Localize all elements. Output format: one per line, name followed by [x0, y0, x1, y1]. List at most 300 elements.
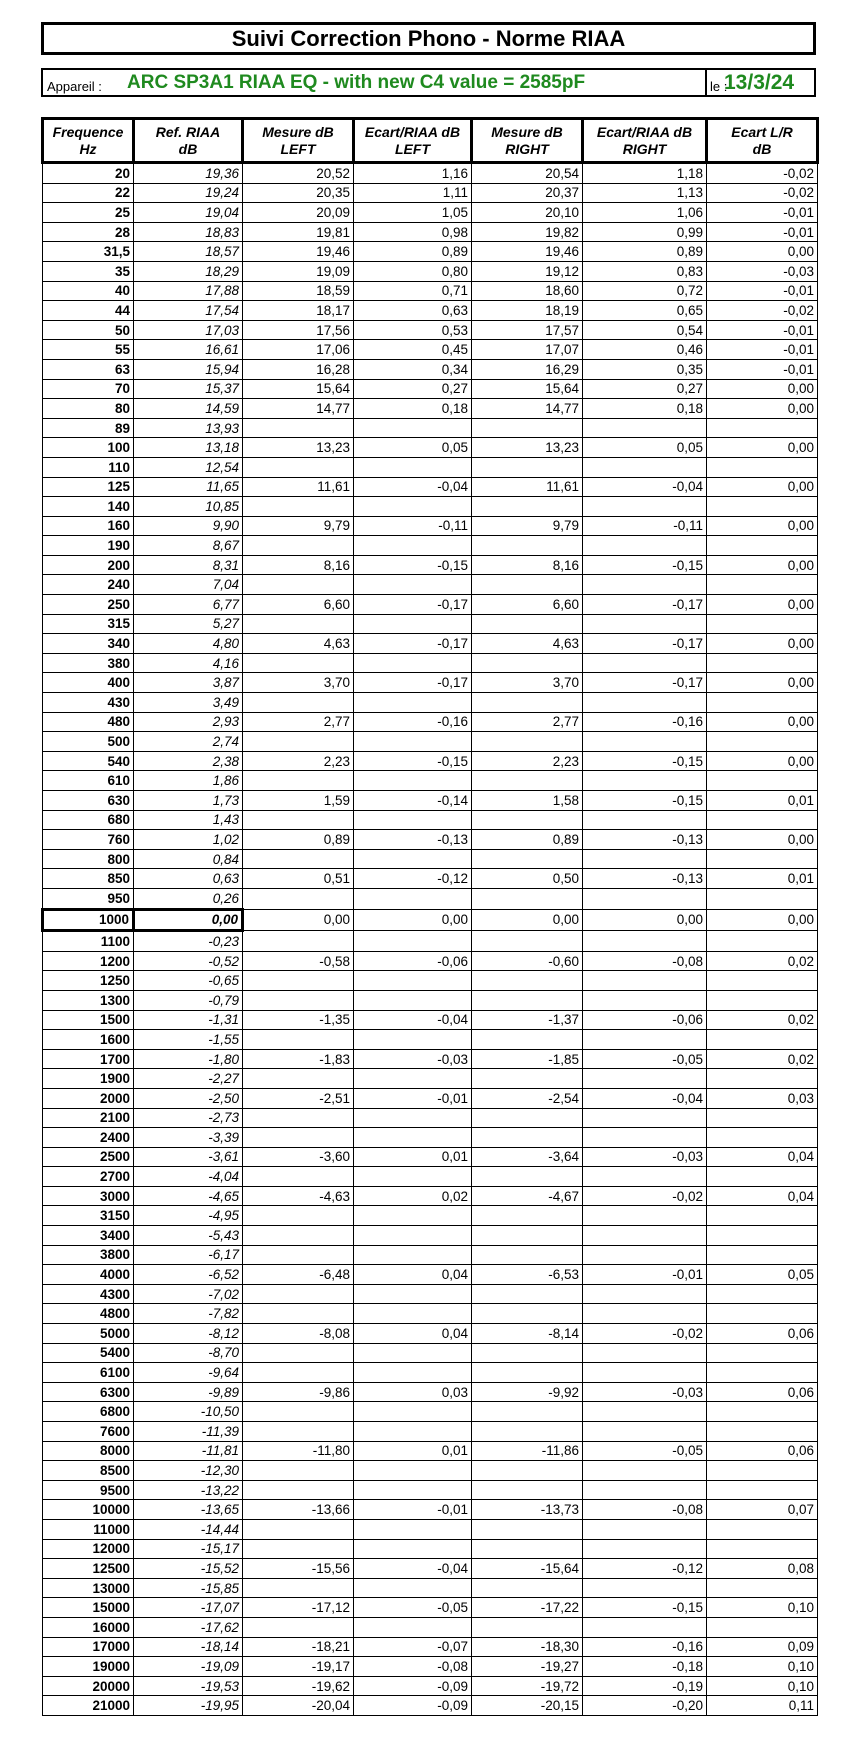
table-row: [43, 418, 818, 438]
cell-deviation-left: [354, 1226, 472, 1246]
cell-deviation-left: -0,09: [354, 1696, 472, 1716]
cell-frequency: 70: [43, 379, 134, 399]
cell-lr-deviation: [707, 1108, 818, 1128]
cell-ref-riaa: 11,65: [134, 477, 243, 497]
cell-deviation-right: [583, 1519, 707, 1539]
cell-measure-left: -4,63: [243, 1186, 354, 1206]
cell-deviation-left: [354, 1519, 472, 1539]
cell-frequency: 1500: [43, 1010, 134, 1030]
cell-ref-riaa: 6,77: [134, 595, 243, 615]
cell-measure-left: 9,79: [243, 516, 354, 536]
cell-lr-deviation: 0,00: [707, 399, 818, 419]
table-row: [43, 712, 818, 732]
cell-ref-riaa: 18,83: [134, 222, 243, 242]
cell-measure-left: 17,06: [243, 340, 354, 360]
cell-lr-deviation: 0,02: [707, 951, 818, 971]
cell-deviation-right: -0,15: [583, 555, 707, 575]
cell-measure-left: -17,12: [243, 1598, 354, 1618]
cell-lr-deviation: 0,00: [707, 830, 818, 850]
table-row: [43, 931, 818, 952]
cell-ref-riaa: 16,61: [134, 340, 243, 360]
cell-measure-right: [472, 497, 583, 517]
cell-measure-left: -0,58: [243, 951, 354, 971]
cell-measure-right: [472, 575, 583, 595]
table-row: [43, 1480, 818, 1500]
cell-measure-left: [243, 1069, 354, 1089]
cell-ref-riaa: -0,65: [134, 971, 243, 991]
cell-deviation-right: [583, 1167, 707, 1187]
cell-measure-right: -9,92: [472, 1382, 583, 1402]
cell-deviation-left: [354, 1578, 472, 1598]
table-row: [43, 1519, 818, 1539]
cell-ref-riaa: -15,85: [134, 1578, 243, 1598]
cell-deviation-left: 1,05: [354, 203, 472, 223]
cell-measure-right: 13,23: [472, 438, 583, 458]
table-row: [43, 340, 818, 360]
cell-deviation-left: [354, 810, 472, 830]
cell-measure-right: [472, 990, 583, 1010]
cell-ref-riaa: -8,70: [134, 1343, 243, 1363]
cell-measure-right: [472, 1343, 583, 1363]
cell-measure-left: [243, 1461, 354, 1481]
cell-measure-left: [243, 1167, 354, 1187]
cell-frequency: 1250: [43, 971, 134, 991]
cell-ref-riaa: 4,80: [134, 634, 243, 654]
cell-frequency: 540: [43, 751, 134, 771]
cell-frequency: 1600: [43, 1030, 134, 1050]
cell-deviation-left: -0,15: [354, 751, 472, 771]
cell-lr-deviation: 0,00: [707, 516, 818, 536]
table-row: [43, 990, 818, 1010]
cell-measure-left: [243, 1030, 354, 1050]
cell-measure-left: -1,35: [243, 1010, 354, 1030]
cell-frequency: 340: [43, 634, 134, 654]
cell-ref-riaa: -9,89: [134, 1382, 243, 1402]
cell-lr-deviation: [707, 1578, 818, 1598]
cell-frequency: 20: [43, 163, 134, 184]
cell-deviation-right: -0,06: [583, 1010, 707, 1030]
cell-ref-riaa: -11,39: [134, 1422, 243, 1442]
cell-measure-right: [472, 1069, 583, 1089]
cell-ref-riaa: -8,12: [134, 1324, 243, 1344]
cell-frequency: 480: [43, 712, 134, 732]
cell-deviation-right: -0,17: [583, 634, 707, 654]
cell-measure-left: [243, 810, 354, 830]
table-row: [43, 1382, 818, 1402]
cell-deviation-left: -0,16: [354, 712, 472, 732]
cell-frequency: 10000: [43, 1500, 134, 1520]
cell-lr-deviation: [707, 931, 818, 952]
table-row: [43, 1088, 818, 1108]
cell-measure-right: 19,82: [472, 222, 583, 242]
cell-measure-left: [243, 1422, 354, 1442]
cell-measure-right: 17,07: [472, 340, 583, 360]
cell-frequency: 55: [43, 340, 134, 360]
table-row: [43, 1637, 818, 1657]
cell-measure-right: 19,46: [472, 242, 583, 262]
cell-lr-deviation: [707, 1128, 818, 1148]
cell-frequency: 3800: [43, 1245, 134, 1265]
cell-ref-riaa: -4,95: [134, 1206, 243, 1226]
cell-measure-left: -3,60: [243, 1147, 354, 1167]
cell-frequency: 8500: [43, 1461, 134, 1481]
cell-ref-riaa: 17,03: [134, 320, 243, 340]
header-measure-left: Mesure dB LEFT: [243, 119, 354, 163]
table-row: [43, 399, 818, 419]
cell-measure-left: [243, 693, 354, 713]
cell-deviation-right: 0,46: [583, 340, 707, 360]
cell-frequency: 13000: [43, 1578, 134, 1598]
cell-deviation-left: -0,11: [354, 516, 472, 536]
table-row: [43, 1030, 818, 1050]
table-row: [43, 1402, 818, 1422]
cell-deviation-right: -0,18: [583, 1657, 707, 1677]
cell-deviation-left: [354, 1422, 472, 1442]
cell-frequency: 1700: [43, 1049, 134, 1069]
cell-ref-riaa: -7,02: [134, 1284, 243, 1304]
cell-lr-deviation: 0,06: [707, 1441, 818, 1461]
table-row: [43, 1206, 818, 1226]
cell-ref-riaa: 10,85: [134, 497, 243, 517]
cell-measure-left: -6,48: [243, 1265, 354, 1285]
cell-deviation-left: -0,14: [354, 791, 472, 811]
table-row: [43, 1363, 818, 1383]
cell-ref-riaa: 5,27: [134, 614, 243, 634]
cell-measure-left: [243, 1108, 354, 1128]
cell-deviation-right: [583, 1245, 707, 1265]
cell-frequency: 21000: [43, 1696, 134, 1716]
cell-lr-deviation: [707, 1245, 818, 1265]
cell-ref-riaa: -17,07: [134, 1598, 243, 1618]
table-row: [43, 971, 818, 991]
cell-measure-right: 6,60: [472, 595, 583, 615]
cell-measure-left: [243, 931, 354, 952]
cell-frequency: 100: [43, 438, 134, 458]
cell-deviation-right: 0,05: [583, 438, 707, 458]
cell-measure-right: [472, 1422, 583, 1442]
cell-frequency: 1900: [43, 1069, 134, 1089]
header-frequency: Frequence Hz: [43, 119, 134, 163]
cell-measure-left: [243, 1128, 354, 1148]
cell-deviation-left: [354, 1304, 472, 1324]
cell-ref-riaa: 9,90: [134, 516, 243, 536]
cell-deviation-right: [583, 849, 707, 869]
cell-ref-riaa: -5,43: [134, 1226, 243, 1246]
cell-lr-deviation: [707, 575, 818, 595]
cell-deviation-right: [583, 1422, 707, 1442]
cell-measure-right: [472, 418, 583, 438]
cell-measure-right: -0,60: [472, 951, 583, 971]
cell-measure-right: [472, 1402, 583, 1422]
cell-deviation-right: -0,13: [583, 830, 707, 850]
cell-frequency: 1100: [43, 931, 134, 952]
cell-deviation-right: [583, 1402, 707, 1422]
cell-measure-right: [472, 1578, 583, 1598]
cell-measure-right: [472, 1304, 583, 1324]
cell-ref-riaa: -9,64: [134, 1363, 243, 1383]
table-row: [43, 614, 818, 634]
cell-frequency: 89: [43, 418, 134, 438]
cell-measure-left: 20,09: [243, 203, 354, 223]
table-row: [43, 1598, 818, 1618]
cell-deviation-right: [583, 693, 707, 713]
cell-measure-left: 17,56: [243, 320, 354, 340]
cell-deviation-right: -0,04: [583, 1088, 707, 1108]
cell-deviation-right: -0,01: [583, 1265, 707, 1285]
cell-deviation-left: -0,01: [354, 1500, 472, 1520]
table-row: [43, 1696, 818, 1716]
cell-frequency: 5400: [43, 1343, 134, 1363]
table-row: [43, 1617, 818, 1637]
date-value: 13/3/24: [724, 71, 795, 94]
cell-ref-riaa: 15,94: [134, 359, 243, 379]
header-deviation-right: Ecart/RIAA dB RIGHT: [583, 119, 707, 163]
cell-deviation-left: 1,16: [354, 163, 472, 184]
cell-measure-left: -15,56: [243, 1559, 354, 1579]
cell-measure-left: [243, 1363, 354, 1383]
table-row: [43, 1676, 818, 1696]
cell-lr-deviation: 0,10: [707, 1598, 818, 1618]
cell-ref-riaa: -19,95: [134, 1696, 243, 1716]
cell-frequency: 31,5: [43, 242, 134, 262]
cell-lr-deviation: [707, 1480, 818, 1500]
cell-deviation-left: [354, 1617, 472, 1637]
cell-deviation-right: -0,19: [583, 1676, 707, 1696]
cell-measure-right: 4,63: [472, 634, 583, 654]
cell-ref-riaa: -0,23: [134, 931, 243, 952]
cell-lr-deviation: 0,00: [707, 595, 818, 615]
cell-lr-deviation: -0,02: [707, 183, 818, 203]
cell-ref-riaa: -15,17: [134, 1539, 243, 1559]
cell-lr-deviation: [707, 457, 818, 477]
cell-deviation-right: 1,18: [583, 163, 707, 184]
sheet-title: Suivi Correction Phono - Norme RIAA: [41, 22, 816, 55]
cell-measure-right: 1,58: [472, 791, 583, 811]
cell-lr-deviation: -0,01: [707, 281, 818, 301]
cell-deviation-right: 0,65: [583, 301, 707, 321]
header-deviation-left: Ecart/RIAA dB LEFT: [354, 119, 472, 163]
cell-measure-right: 18,60: [472, 281, 583, 301]
cell-ref-riaa: -18,14: [134, 1637, 243, 1657]
cell-deviation-right: [583, 1284, 707, 1304]
cell-measure-left: -19,17: [243, 1657, 354, 1677]
table-row: [43, 634, 818, 654]
cell-measure-left: [243, 1226, 354, 1246]
cell-lr-deviation: 0,03: [707, 1088, 818, 1108]
cell-lr-deviation: 0,04: [707, 1186, 818, 1206]
cell-frequency: 4800: [43, 1304, 134, 1324]
table-row: [43, 1069, 818, 1089]
cell-frequency: 680: [43, 810, 134, 830]
cell-ref-riaa: -19,53: [134, 1676, 243, 1696]
cell-measure-left: 18,17: [243, 301, 354, 321]
table-row: [43, 653, 818, 673]
cell-measure-left: [243, 732, 354, 752]
cell-lr-deviation: 0,04: [707, 1147, 818, 1167]
cell-lr-deviation: -0,01: [707, 359, 818, 379]
cell-measure-right: [472, 614, 583, 634]
cell-frequency: 2500: [43, 1147, 134, 1167]
cell-measure-right: -17,22: [472, 1598, 583, 1618]
cell-deviation-left: [354, 771, 472, 791]
table-row: [43, 1245, 818, 1265]
cell-deviation-left: [354, 990, 472, 1010]
cell-deviation-right: [583, 1617, 707, 1637]
cell-deviation-right: 0,27: [583, 379, 707, 399]
cell-measure-right: 18,19: [472, 301, 583, 321]
cell-deviation-left: 0,63: [354, 301, 472, 321]
cell-measure-left: [243, 1304, 354, 1324]
cell-measure-right: [472, 1030, 583, 1050]
cell-frequency: 315: [43, 614, 134, 634]
cell-deviation-right: -0,17: [583, 673, 707, 693]
cell-measure-right: [472, 732, 583, 752]
cell-lr-deviation: [707, 1343, 818, 1363]
cell-lr-deviation: 0,02: [707, 1010, 818, 1030]
cell-measure-right: 11,61: [472, 477, 583, 497]
cell-measure-right: -1,85: [472, 1049, 583, 1069]
cell-lr-deviation: [707, 971, 818, 991]
cell-deviation-right: [583, 931, 707, 952]
header-row: [43, 119, 818, 163]
cell-deviation-left: -0,05: [354, 1598, 472, 1618]
riaa-table: [41, 117, 819, 1716]
cell-measure-right: [472, 457, 583, 477]
table-row: [43, 536, 818, 556]
cell-deviation-right: [583, 497, 707, 517]
cell-lr-deviation: [707, 1226, 818, 1246]
cell-deviation-right: [583, 1304, 707, 1324]
cell-deviation-left: [354, 1284, 472, 1304]
cell-deviation-right: -0,15: [583, 1598, 707, 1618]
cell-lr-deviation: -0,01: [707, 340, 818, 360]
cell-lr-deviation: [707, 888, 818, 909]
table-row: [43, 1284, 818, 1304]
cell-deviation-left: 0,18: [354, 399, 472, 419]
cell-frequency: 400: [43, 673, 134, 693]
cell-ref-riaa: -19,09: [134, 1657, 243, 1677]
cell-measure-left: 19,09: [243, 261, 354, 281]
cell-frequency: 6800: [43, 1402, 134, 1422]
cell-measure-left: 13,23: [243, 438, 354, 458]
cell-measure-left: [243, 418, 354, 438]
cell-deviation-right: -0,12: [583, 1559, 707, 1579]
cell-deviation-right: -0,11: [583, 516, 707, 536]
date-divider: [705, 70, 707, 95]
cell-measure-right: [472, 693, 583, 713]
cell-measure-left: 19,46: [243, 242, 354, 262]
cell-lr-deviation: [707, 1206, 818, 1226]
cell-deviation-left: [354, 931, 472, 952]
cell-deviation-right: [583, 653, 707, 673]
cell-deviation-left: [354, 536, 472, 556]
cell-frequency: 12500: [43, 1559, 134, 1579]
table-row: [43, 1343, 818, 1363]
cell-frequency: 28: [43, 222, 134, 242]
cell-frequency: 8000: [43, 1441, 134, 1461]
cell-lr-deviation: [707, 849, 818, 869]
cell-measure-right: [472, 849, 583, 869]
cell-deviation-left: -0,08: [354, 1657, 472, 1677]
cell-ref-riaa: 19,24: [134, 183, 243, 203]
cell-measure-right: -19,27: [472, 1657, 583, 1677]
cell-lr-deviation: 0,00: [707, 673, 818, 693]
cell-deviation-left: [354, 1245, 472, 1265]
cell-deviation-left: 0,53: [354, 320, 472, 340]
cell-ref-riaa: 19,04: [134, 203, 243, 223]
table-row: [43, 951, 818, 971]
table-row: [43, 1324, 818, 1344]
cell-ref-riaa: 17,54: [134, 301, 243, 321]
cell-deviation-right: -0,17: [583, 595, 707, 615]
cell-ref-riaa: -0,52: [134, 951, 243, 971]
cell-measure-right: [472, 1617, 583, 1637]
cell-deviation-right: -0,16: [583, 1637, 707, 1657]
cell-deviation-left: [354, 1069, 472, 1089]
cell-deviation-left: 0,04: [354, 1324, 472, 1344]
table-row: [43, 1441, 818, 1461]
table-row: [43, 301, 818, 321]
cell-frequency: 4300: [43, 1284, 134, 1304]
cell-deviation-left: 0,98: [354, 222, 472, 242]
cell-lr-deviation: [707, 497, 818, 517]
cell-deviation-left: 0,02: [354, 1186, 472, 1206]
cell-ref-riaa: 1,43: [134, 810, 243, 830]
cell-deviation-right: 0,00: [583, 909, 707, 931]
cell-lr-deviation: 0,06: [707, 1382, 818, 1402]
cell-measure-right: [472, 971, 583, 991]
table-row: [43, 810, 818, 830]
cell-frequency: 16000: [43, 1617, 134, 1637]
cell-measure-right: [472, 1480, 583, 1500]
cell-measure-left: [243, 575, 354, 595]
cell-lr-deviation: -0,01: [707, 222, 818, 242]
cell-ref-riaa: 13,93: [134, 418, 243, 438]
cell-lr-deviation: 0,05: [707, 1265, 818, 1285]
cell-lr-deviation: 0,00: [707, 438, 818, 458]
cell-ref-riaa: 0,84: [134, 849, 243, 869]
cell-frequency: 25: [43, 203, 134, 223]
cell-measure-left: 18,59: [243, 281, 354, 301]
cell-ref-riaa: -1,80: [134, 1049, 243, 1069]
cell-deviation-left: 0,03: [354, 1382, 472, 1402]
table-row: [43, 1578, 818, 1598]
cell-deviation-right: [583, 810, 707, 830]
cell-deviation-right: -0,15: [583, 791, 707, 811]
table-row: [43, 1167, 818, 1187]
cell-frequency: 3000: [43, 1186, 134, 1206]
cell-frequency: 140: [43, 497, 134, 517]
cell-frequency: 12000: [43, 1539, 134, 1559]
cell-deviation-left: -0,13: [354, 830, 472, 850]
cell-measure-left: 0,00: [243, 909, 354, 931]
cell-ref-riaa: 1,02: [134, 830, 243, 850]
cell-lr-deviation: [707, 1363, 818, 1383]
cell-ref-riaa: -2,50: [134, 1088, 243, 1108]
cell-deviation-left: [354, 1108, 472, 1128]
cell-lr-deviation: [707, 1167, 818, 1187]
cell-deviation-right: [583, 457, 707, 477]
date-label: le :: [710, 79, 728, 94]
cell-frequency: 40: [43, 281, 134, 301]
cell-measure-right: [472, 888, 583, 909]
table-body: [43, 163, 818, 1716]
cell-lr-deviation: 0,08: [707, 1559, 818, 1579]
cell-ref-riaa: -4,65: [134, 1186, 243, 1206]
cell-lr-deviation: [707, 418, 818, 438]
cell-lr-deviation: 0,10: [707, 1657, 818, 1677]
device-name: ARC SP3A1 RIAA EQ - with new C4 value = 2585pF: [127, 72, 586, 93]
